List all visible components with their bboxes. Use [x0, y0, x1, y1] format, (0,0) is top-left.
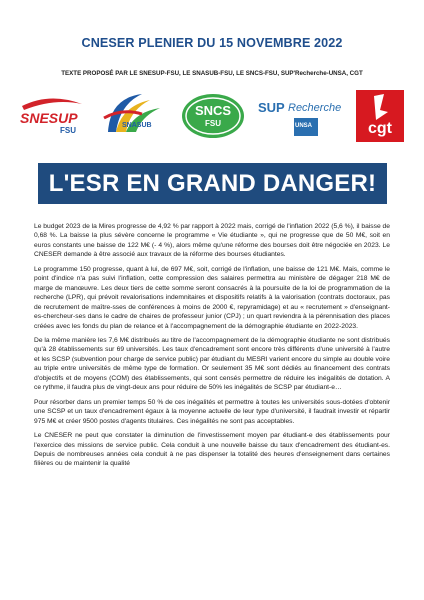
paragraph: De la même manière les 7,6 M€ distribués au titre de l'accompagnement de la démographie étudiante ne sont distribués qu'à 28 établissements sur 69 universités. Les taux d'encadrement sont encore très différents d'une université à l'autre et les SCSP (subvention pour charge de service public) par étudiant du MESRI varient encore du simple au double voire au triple entre universités de même type de formation. Or seulement 35 M€ sont dédiés au financement des contrats d'objectifs et de moyens (COM) des établissements, qui sont censés permettre de réduire les inégalités de dotation. A ce rythme, il faudra plus de vingt-deux ans pour réduire de 50% les inégalités de SCSP par étudiant-e…: [34, 336, 390, 392]
page-subtitle: TEXTE PROPOSÉ PAR LE SNESUP-FSU, LE SNASUB-FSU, LE SNCS-FSU, SUP'Recherche-UNSA, CGT: [61, 70, 363, 77]
snasub-swirl-icon: [102, 88, 168, 144]
sncs-fsu-logo: [180, 92, 246, 140]
snesup-fsu-text: FSU: [60, 126, 76, 135]
document-body: [34, 222, 390, 596]
snasub-logo: [102, 88, 168, 144]
sup-recherche-unsa-logo: [258, 98, 342, 142]
cgt-logo: [356, 90, 404, 142]
paragraph: Le budget 2023 de la Mires progresse de 4,92 % par rapport à 2022 mais, corrigé de l'inflation 2022 (5,6 %), il baisse de 0,68 %. La baisse la plus sévère concerne le programme « Vie étudiante », qui ne progresse que de 50 M€, soit en euros constants une baisse de 122 M€ (- 4 %), alors même qu'une réforme des bourses doit être négociée en 2023. Le CNESER demande à être associé aux travaux de la réforme des bourses étudiantes.: [34, 223, 390, 259]
headline-text: L'ESR EN GRAND DANGER!: [48, 169, 377, 197]
sup-logo-text: SUP: [258, 100, 285, 115]
snasub-logo-text: SNASUB: [122, 122, 152, 129]
headline-banner: [38, 163, 387, 204]
paragraph: Le programme 150 progresse, quant à lui, de 697 M€, soit, corrigé de l'inflation, une baisse de 121 M€. Mais, comme le point d'indice n'a pas suivi l'inflation, cette compression des salaires permettra au ministère de dégager 218 M€ de marge de manœuvre. Les deux tiers de cette somme seront consacrés à la poursuite de la loi de programmation de la recherche (LPR), qui prévoit revalorisations indemnitaires et dispositifs relatifs à la valorisation (contrats doctoraux, pas de recrutement de maître-sses de conférences à moins de 2000 €, repyramidage) et au « recrutement » d'enseignant-es-chercheur-ses dans le cadre de chaires de professeur junior (CPJ) ; un quart reviendra à la pérennisation des places créées avec les fonds du plan de relance et à l'accompagnement de la démographie étudiante en 2022-2023.: [34, 265, 390, 330]
snesup-logo-text: SNESUP: [20, 110, 78, 126]
recherche-logo-text: Recherche: [288, 102, 342, 114]
sncs-fsu-text: FSU: [205, 119, 221, 128]
paragraph: Le CNESER ne peut que constater la diminution de l'investissement moyen par étudiant-e des établissements pour l'exercice des missions de service public. Cela conduit à une nouvelle baisse du taux d'encadrement des étudiant-es. Depuis de nombreuses années cela conduit à ne pas dispenser la totalité des heures d'enseignement dans certaines filières ou de maintenir la qualité: [34, 432, 390, 468]
union-logos: [20, 88, 406, 146]
paragraph: Pour résorber dans un premier temps 50 % de ces inégalités et permettre à toutes les universités sous-dotées d'obtenir une SCSP et un taux d'encadrement égaux à la moyenne actuelle de leur type d'université, il faudrait investir et répartir 975 M€ et créer 9500 postes d'agents titulaires. Ces inégalités ne sont pas acceptables.: [34, 398, 390, 425]
unsa-logo-text: UNSA: [295, 123, 313, 129]
page-title: CNESER PLENIER DU 15 NOVEMBRE 2022: [81, 36, 343, 50]
cgt-logo-text: cgt: [368, 120, 392, 137]
sncs-logo-text: SNCS: [194, 103, 232, 118]
snesup-fsu-logo: [20, 96, 88, 138]
